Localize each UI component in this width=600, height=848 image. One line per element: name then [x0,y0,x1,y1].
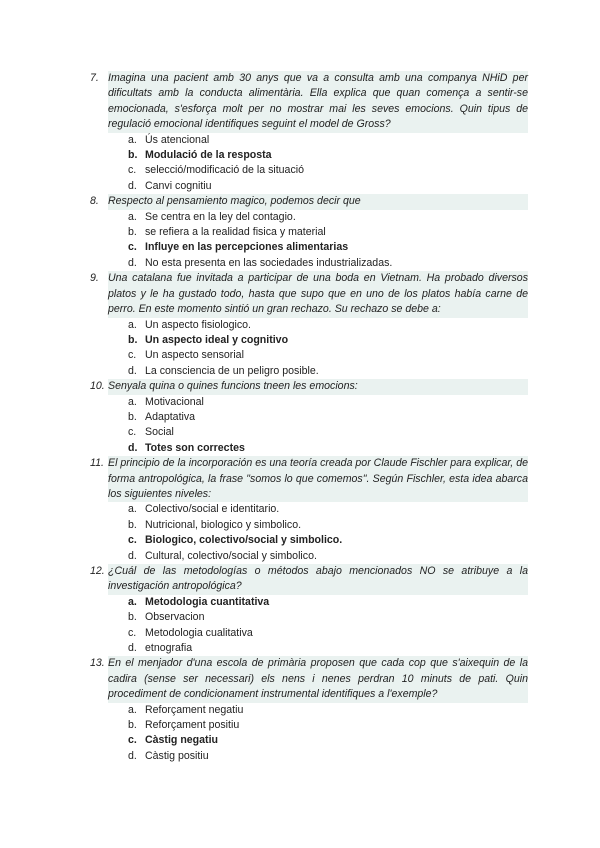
option-letter: c. [128,426,137,439]
option-d [90,549,528,564]
option-letter: a. [128,503,137,516]
option-text: Biologico, colectivo/social y simbolico. [145,534,343,547]
question-7 [90,71,528,194]
option-list [90,703,528,765]
option-letter: b. [128,719,137,732]
option-a [90,395,528,410]
option-letter: b. [128,611,137,624]
option-text: Metodologia cuantitativa [145,595,270,608]
question-number: 12. [90,565,105,577]
option-list [90,133,528,195]
question-13 [90,656,528,764]
question-text: Imagina una pacient amb 30 anys que va a consulta amb una companya NHiD per dificultats amb la conducta alimentària. Ella explica que quan comença a sentir-se emocionada, s'esforça molt per no mostrar mai les seves emocions. Quin tipus de regulació emocional identifiques seguint el model de Gross? [108,71,528,133]
question-stem [90,656,528,702]
option-letter: c. [128,349,137,362]
question-12 [90,564,528,656]
option-text: Un aspecto fisiologico. [145,318,251,331]
option-letter: d. [128,642,137,655]
question-list [90,71,528,764]
option-text: etnografia [145,642,193,655]
option-text: Càstig negatiu [145,734,218,747]
option-letter: a. [128,595,137,608]
option-letter: a. [128,318,137,331]
option-text: Un aspecto sensorial [145,349,244,362]
option-c-correct [90,533,528,548]
option-text: Modulació de la resposta [145,149,272,162]
option-letter: c. [128,534,137,547]
question-text: En el menjador d'una escola de primària proposen que cada cop que s'aixequin de la cadira (sense ser necessari) els nens i nenes perdran 10 minuts de pati. Quin procediment de condicionament instrumental identifiques a l'exemple? [108,656,528,702]
option-text: Totes son correctes [145,441,245,454]
option-text: Nutricional, biologico y simbolico. [145,518,302,531]
option-text: La consciencia de un peligro posible. [145,364,319,377]
question-text: ¿Cuál de las metodologías o métodos abajo mencionados NO se atribuye a la investigación antropológica? [108,564,528,595]
option-text: Reforçament positiu [145,719,240,732]
option-text: Observacion [145,611,205,624]
option-letter: a. [128,133,137,146]
question-9 [90,271,528,379]
option-list [90,395,528,457]
option-letter: a. [128,703,137,716]
option-text: Motivacional [145,395,204,408]
option-c [90,348,528,363]
question-text: El principio de la incorporación es una teoría creada por Claude Fischler para explicar, de forma antropológica, la frase "somos lo que comemos". Según Fischler, esta idea abarca los siguientes niveles: [108,456,528,502]
option-text: Un aspecto ideal y cognitivo [145,333,289,346]
option-c-correct [90,240,528,255]
option-list [90,595,528,657]
question-number: 10. [90,380,105,393]
question-number: 9. [90,272,99,285]
option-d [90,256,528,271]
option-d [90,364,528,379]
question-text: Senyala quina o quines funcions tneen les emocions: [108,379,528,394]
option-letter: c. [128,241,137,254]
option-d-correct [90,441,528,456]
question-number: 11. [90,457,104,470]
option-text: se refiera a la realidad fisica y material [145,226,326,239]
option-letter: a. [128,395,137,408]
option-text: Ús atencional [145,133,210,146]
option-text: Cultural, colectivo/social y simbolico. [145,549,317,562]
option-letter: d. [128,549,137,562]
option-c [90,425,528,440]
option-letter: d. [128,256,137,269]
question-10 [90,379,528,456]
option-list [90,210,528,272]
question-stem [90,379,528,394]
question-11 [90,456,528,564]
option-letter: b. [128,410,137,423]
question-stem [90,71,528,133]
option-a-correct [90,595,528,610]
option-d [90,641,528,656]
option-letter: a. [128,210,137,223]
question-stem [90,564,528,595]
option-letter: d. [128,179,137,192]
question-number: 8. [90,195,99,208]
option-b [90,518,528,533]
option-letter: b. [128,333,138,346]
option-list [90,318,528,380]
question-text: Respecto al pensamiento magico, podemos decir que [108,194,528,209]
option-c [90,163,528,178]
option-d [90,179,528,194]
option-text: Canvi cognitiu [145,179,212,192]
question-number: 7. [90,72,99,84]
question-stem [90,271,528,317]
option-text: Càstig positiu [145,749,209,762]
option-c-correct [90,733,528,748]
option-text: Metodologia cualitativa [145,626,253,639]
option-b [90,410,528,425]
option-b-correct [90,333,528,348]
question-stem [90,194,528,209]
option-a [90,703,528,718]
option-letter: d. [128,364,137,377]
option-letter: b. [128,518,137,531]
option-b [90,225,528,240]
option-text: selecció/modificació de la situació [145,164,304,177]
option-b [90,718,528,733]
option-letter: b. [128,226,137,239]
option-text: Colectivo/social e identitario. [145,503,280,516]
option-a [90,133,528,148]
option-c [90,626,528,641]
option-letter: c. [128,164,137,177]
option-letter: c. [128,626,137,639]
option-a [90,318,528,333]
question-8 [90,194,528,271]
option-text: Adaptativa [145,410,196,423]
option-text: Se centra en la ley del contagio. [145,210,296,223]
option-letter: d. [128,749,137,762]
option-text: Influye en las percepciones alimentarias [145,241,349,254]
option-letter: d. [128,441,138,454]
question-text: Una catalana fue invitada a participar de una boda en Vietnam. Ha probado diversos platos y le ha gustado todo, hasta que supo que en uno de los platos había carne de perro. En este momento sintió un gran rechazo. Su rechazo se debe a: [108,271,528,317]
option-letter: b. [128,149,138,162]
option-a [90,210,528,225]
question-stem [90,456,528,502]
option-b [90,610,528,625]
question-number: 13. [90,657,105,670]
option-text: Social [145,426,174,439]
option-d [90,749,528,764]
option-letter: c. [128,734,137,747]
option-b-correct [90,148,528,163]
option-text: Reforçament negatiu [145,703,244,716]
option-a [90,502,528,517]
option-text: No esta presenta en las sociedades industrializadas. [145,256,393,269]
option-list [90,502,528,564]
